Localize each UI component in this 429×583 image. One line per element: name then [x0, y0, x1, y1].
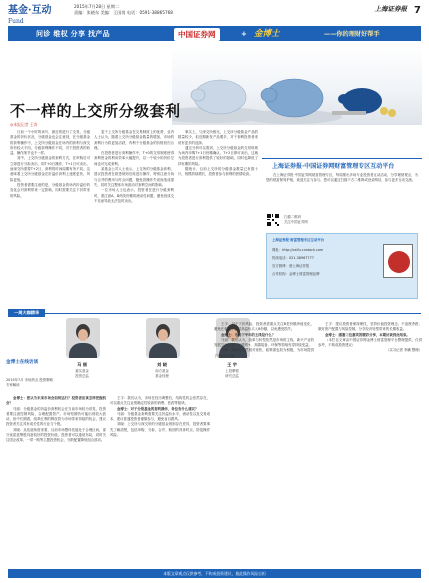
jinboshi-tagline: ——你的理财好帮手 — [324, 30, 380, 38]
paragraph: （实习记者 李鹏 整理） — [385, 348, 422, 353]
article-byline: ◎本报记者 王涛 — [10, 122, 38, 127]
platform-ad — [262, 158, 422, 304]
paragraph: 鉴于上交所分级基金在交易制度上的优势，业内人士认为，随着上交所分级基金数量的增加，市场的套利行为将更加活跃，有利于分级基金的价格回归合理。 — [94, 130, 174, 150]
ad-badge-image — [383, 244, 413, 278]
paragraph: 事实上，与深交所相比，上交所分级基金产品的数量较少，但近期新发产品增多，对于套利投资者来说有更多的选择。 — [178, 130, 258, 145]
ad-scan-text: 扫描二维码 关注中国证券网 — [284, 215, 308, 224]
guest-title: 上投摩根 研究总监 — [225, 369, 239, 378]
article-column-2 — [94, 130, 174, 306]
paragraph: 马丽：分级基金套利需要关注折溢价水平、流动性以及交易成本，建议普通投资者谨慎参与，避免盲目跟风。 — [110, 411, 210, 422]
qr-code-icon[interactable] — [266, 213, 280, 227]
paragraph: 王宇：我们认为，市场在经历调整后，结构性机会依然存在，可以重点关注业绩确定性较高的消费、医药等板块。 — [110, 396, 210, 406]
fund-label: Fund — [8, 18, 24, 25]
paragraph: 金博士：对于分级基金的套利操作，各位有什么建议？ — [117, 406, 199, 411]
paragraph: 某基金公司人士表示，上交所的分级基金套利，建议投资者在熟悉规则后再进行操作，特别注意分拆与合并的费用与时点问题，避免因操作失误而造成损失，同时关注整体市场波动对套利空间的影响。 — [94, 167, 174, 187]
ad-info-line: 合作机构：金博士财富管理品牌 — [272, 272, 320, 276]
ad-info-box — [266, 233, 418, 299]
guest-card — [134, 318, 190, 392]
paragraph: 金博士：市场下半年的主线是什么？ — [221, 332, 276, 337]
paragraph: 王宇：建议投资者保持理性，坚持价值投资理念，不追涨杀跌，做好资产配置与风险控制，分享经济转型带来的长期收益。 — [318, 322, 422, 332]
paragraph: （本栏目文章由中国证券网金博士财富管理平台整理提供，仅供参考，不构成投资建议） — [318, 337, 422, 348]
interview-column-4 — [318, 322, 422, 566]
interview-column-1 — [6, 396, 106, 566]
page-header — [8, 3, 421, 16]
article-column-1 — [10, 130, 90, 306]
guest-photo — [66, 318, 100, 358]
paper-name: 上海证券报 — [374, 5, 407, 13]
paragraph: 金博士：感谢三位嘉宾的精彩分享，本期访谈到此结束。 — [325, 332, 410, 337]
jinboshi-logo: 金博士 — [254, 29, 280, 39]
paragraph: 刘晓：从估值角度来看，目前市场整体估值处于合理区间，部分优质蓝筹股具备较好的投资价值，投资者可以逢低布局，同时关注国企改革、一带一路等主题投资机会，分散配置降低组合波动。 — [6, 427, 106, 443]
paragraph: 通过分析可以看到，上交所分级基金的交易规则为场内申购T+1日份额确认，T+2日即可卖出，这就为投资者进行套利提供了较好的基础，同时也降低了持有期的风险。 — [178, 145, 258, 166]
ad-text: 在上海证券报·中国证券网财富管理专区，每周推出多场专业投资者互动活动，分享理财观点，为您的财富保驾护航，欢迎关注与参与。您可以通过扫描下方二维码或登录网站，参与更多互动交流。 — [266, 173, 418, 183]
paragraph: 金博士：您认为未来市场会如何运行？投资者应该怎样把握机会？ — [6, 396, 106, 406]
paragraph: 王宇：对于下折风险，投资者需重点关注B类份额净值变化，避免在临近下折时高溢价买入B份额，以免遭受损失。 — [214, 322, 314, 332]
paragraph: 马丽：我们认为，改革与转型依然是市场的主线，新兴产业的发展空间较大，互联网+、高端装备、环保等领域有望持续受益。 — [214, 337, 314, 348]
guest-name: 刘 晓 — [157, 362, 167, 367]
ad-info-line: 官方微博：@上海证券报 — [272, 264, 310, 268]
paragraph: 刘晓：流动性仍然相对宽松，政策面也较为积极，为市场提供了较好的支撑。 — [214, 348, 314, 358]
section-tag: 一周大咖精华 — [8, 309, 45, 317]
interview-column-3 — [214, 322, 314, 566]
guest-photo — [146, 318, 180, 358]
article-headline: 不一样的上交所分级套利 — [10, 102, 181, 120]
article-column-3 — [178, 130, 258, 306]
interview-column-2 — [110, 396, 210, 566]
paragraph: 据统计，目前上交所的分级基金数量已有数十只，规模持续增长，投资者参与套利的热情较高。 — [178, 167, 258, 177]
paragraph: 投资者需要注意的是，分级基金的场内折溢价的变化会对套利带来一定影响，同时需要关注下折带来的风险。 — [10, 182, 90, 198]
top-banner — [8, 26, 421, 41]
event-title: 金博士在线访谈 — [6, 360, 39, 365]
guest-name: 马 丽 — [77, 362, 87, 367]
paragraph: 在投资者进行套利操作中，T+0的交易制度使得套利资金的利用效率大幅提升，以一个较小的折价空间也可完成套利。 — [94, 151, 174, 166]
paragraph: 一位市场人士也表示，投资者在进行分级套利时，需注意A、B两类份额的流动性问题，避免因成交不足而导致无法及时卖出。 — [94, 188, 174, 203]
section-divider — [8, 313, 421, 314]
banner-slogan: 问诊 维权 分享 找产品 — [36, 30, 110, 38]
cnstock-logo: 中国证券网 — [174, 28, 220, 41]
seal-icon — [388, 251, 410, 273]
paragraph: 刘晓：上交所与深交所的分级基金规则存在差异，投资者要事先了解清楚，包括申购、分拆、合并、赎回的具体时点，防范操作风险。 — [110, 422, 210, 438]
date-line: 2015年7月28日 星期二 — [74, 4, 120, 9]
event-subtitle: 2015年7月 市场热点 投资策略 专家解读 — [6, 378, 53, 387]
plus-sign: + — [241, 30, 247, 38]
ad-title: 上海证券报·中国证券网财富管理专区互动平台 — [272, 163, 395, 170]
paragraph: 其中，上交所分级基金的套利方式，在申购后可立即进行分拆卖出，即T+0日操作，T+1日可卖出，而深交所需要T+2日，套利的时间周期有所不同。这意味着上交所分级基金在折溢价套利上速度更快，风险更低。 — [10, 156, 90, 182]
ad-info-line[interactable]: 网址：http://caifu.cnstock.com — [272, 248, 324, 252]
guest-title: 嘉实基金 投资总监 — [75, 369, 89, 378]
piggy-bank-photo — [172, 45, 422, 125]
guest-card — [54, 318, 110, 392]
piggy-bank-illustration — [172, 45, 422, 125]
page-number: 7 — [414, 5, 421, 16]
paragraph: 日前一个小时的读写，最近的进行了交易，分级基金的折价状况，分级基金也会注意到，在分级基金的套利操作中，上交所分级基金在场内的套利与深交所有较大不同，分级套利操作不同，对于投资者的收益，操作细节也不一样。 — [10, 130, 90, 156]
contact-line: 责编：张晓东 美编：王国岗 电话：0591-38865768 — [74, 10, 173, 15]
section-name: 基金·互动 — [8, 5, 52, 16]
paragraph: 马丽：分级基金的折溢价套利机会在当前市场较为常见，投资者要注意控制风险，合理配置资产。市场短期仍可能出现较大波动，但中长期看，改革红利的释放将为市场带来持续的机会，建议投资者关注具有成长性的行业与个股。 — [6, 406, 106, 427]
footer-disclaimer: 本版文章观点仅供参考，不构成投资建议，据此操作风险自担 — [8, 569, 421, 578]
ad-info-line: 上海证券报·财富管理专区互动平台 — [272, 238, 325, 242]
guest-title: 南方基金 基金经理 — [155, 369, 169, 378]
qr-pattern — [266, 213, 280, 227]
ad-info-line: 热线电话：021-38967777 — [272, 256, 314, 260]
guest-name: 王 宇 — [227, 362, 237, 367]
